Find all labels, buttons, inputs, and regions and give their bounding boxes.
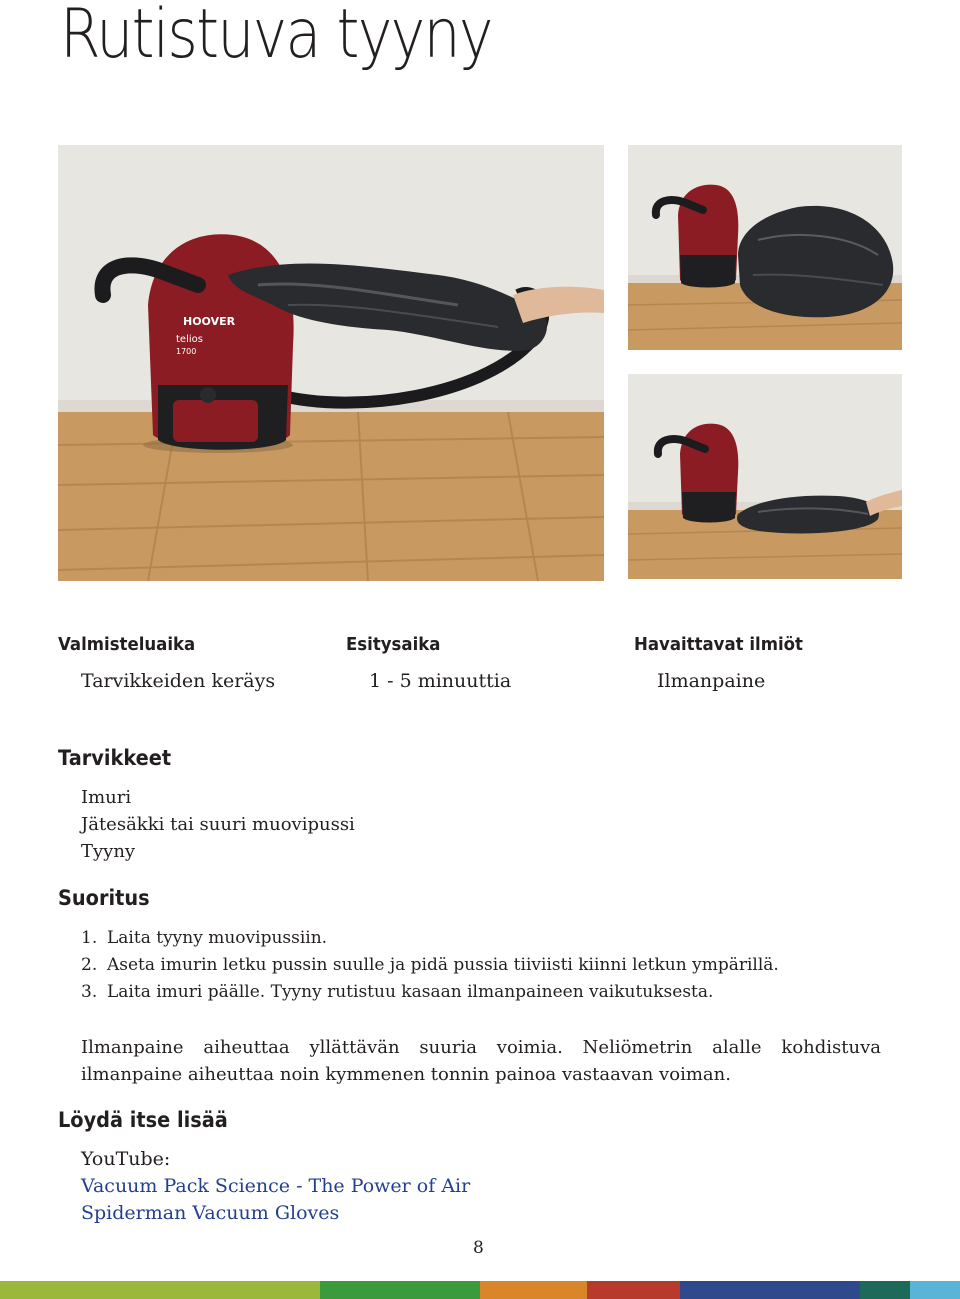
stripe-segment (480, 1281, 587, 1299)
phenomena-heading: Havaittavat ilmiöt (634, 634, 803, 655)
stripe-segment (680, 1281, 860, 1299)
prep-time-value: Tarvikkeiden keräys (81, 670, 276, 692)
supply-item: Jätesäkki tai suuri muovipussi (81, 814, 355, 835)
footer-color-stripe (0, 1281, 960, 1299)
stripe-segment (587, 1281, 680, 1299)
photo-vacuum-bag-filled (628, 145, 902, 350)
supplies-list (81, 784, 355, 865)
procedure-step (81, 952, 881, 979)
photo-vacuum-bag-large (58, 145, 604, 581)
photo-vacuum-bag-crushed (628, 374, 902, 579)
show-time-heading: Esitysaika (346, 634, 441, 655)
step-text: Laita imuri päälle. Tyyny rutistuu kasaan ilmanpaineen vaikutuksesta. (107, 982, 714, 1002)
vacuum-number-label: 1700 (176, 347, 197, 356)
procedure-steps (81, 925, 881, 1006)
step-text: Aseta imurin letku pussin suulle ja pidä pussia tiiviisti kiinni letkun ympärillä. (107, 955, 779, 975)
prep-time-heading: Valmisteluaika (58, 634, 196, 655)
vacuum-model-label: telios (176, 334, 203, 345)
page-number: 8 (473, 1238, 484, 1258)
link-vacuum-pack-science[interactable]: Vacuum Pack Science - The Power of Air (81, 1175, 471, 1197)
procedure-step (81, 979, 881, 1006)
procedure-step (81, 925, 881, 952)
supplies-heading: Tarvikkeet (58, 746, 172, 770)
page-title: Rutistuva tyyny (60, 0, 492, 74)
find-more-links (81, 1146, 470, 1227)
stripe-segment (320, 1281, 480, 1299)
procedure-heading: Suoritus (58, 886, 150, 910)
step-number: 2. (81, 955, 98, 975)
step-number: 3. (81, 982, 98, 1002)
source-label: YouTube: (81, 1148, 171, 1170)
link-spiderman-vacuum-gloves[interactable]: Spiderman Vacuum Gloves (81, 1202, 340, 1224)
stripe-segment (0, 1281, 320, 1299)
step-text: Laita tyyny muovipussiin. (107, 928, 328, 948)
find-more-heading: Löydä itse lisää (58, 1108, 228, 1132)
step-number: 1. (81, 928, 98, 948)
supply-item: Imuri (81, 787, 132, 808)
vacuum-brand-label: HOOVER (183, 315, 236, 328)
supply-item: Tyyny (81, 841, 136, 862)
explanation-paragraph: Ilmanpaine aiheuttaa yllättävän suuria voimia. Neliömetrin alalle kohdistuva ilmanpaine aiheuttaa noin kymmenen tonnin painoa vastaavan voiman. (81, 1037, 881, 1085)
show-time-value: 1 - 5 minuuttia (369, 670, 512, 692)
stripe-segment (860, 1281, 910, 1299)
stripe-segment (910, 1281, 960, 1299)
phenomena-value: Ilmanpaine (657, 670, 766, 692)
